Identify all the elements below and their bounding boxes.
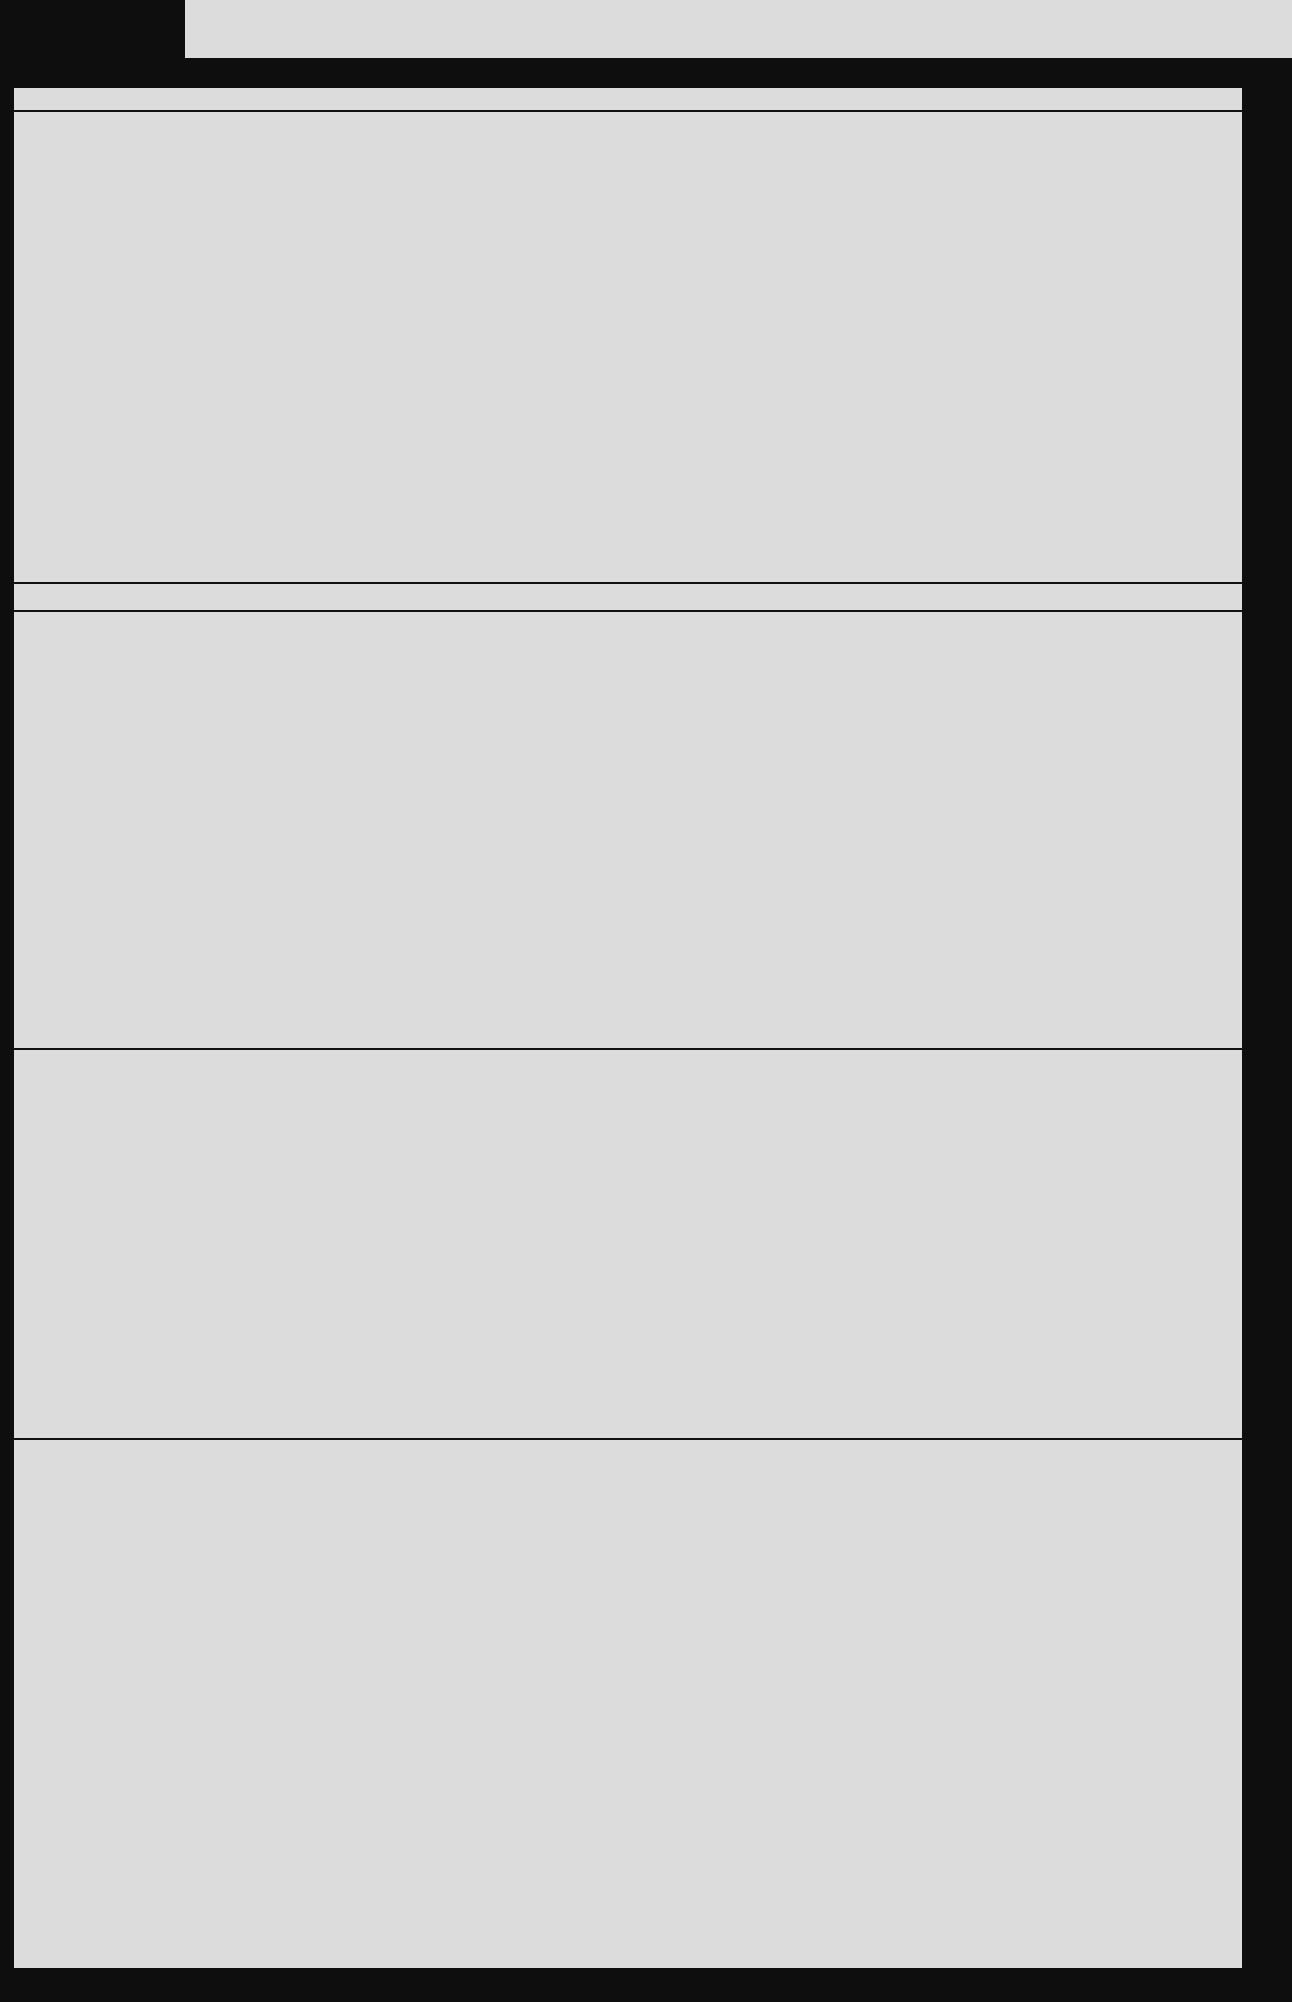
statistical-bulletin-page xyxy=(14,88,1242,1968)
scan-border-top xyxy=(185,0,1292,58)
